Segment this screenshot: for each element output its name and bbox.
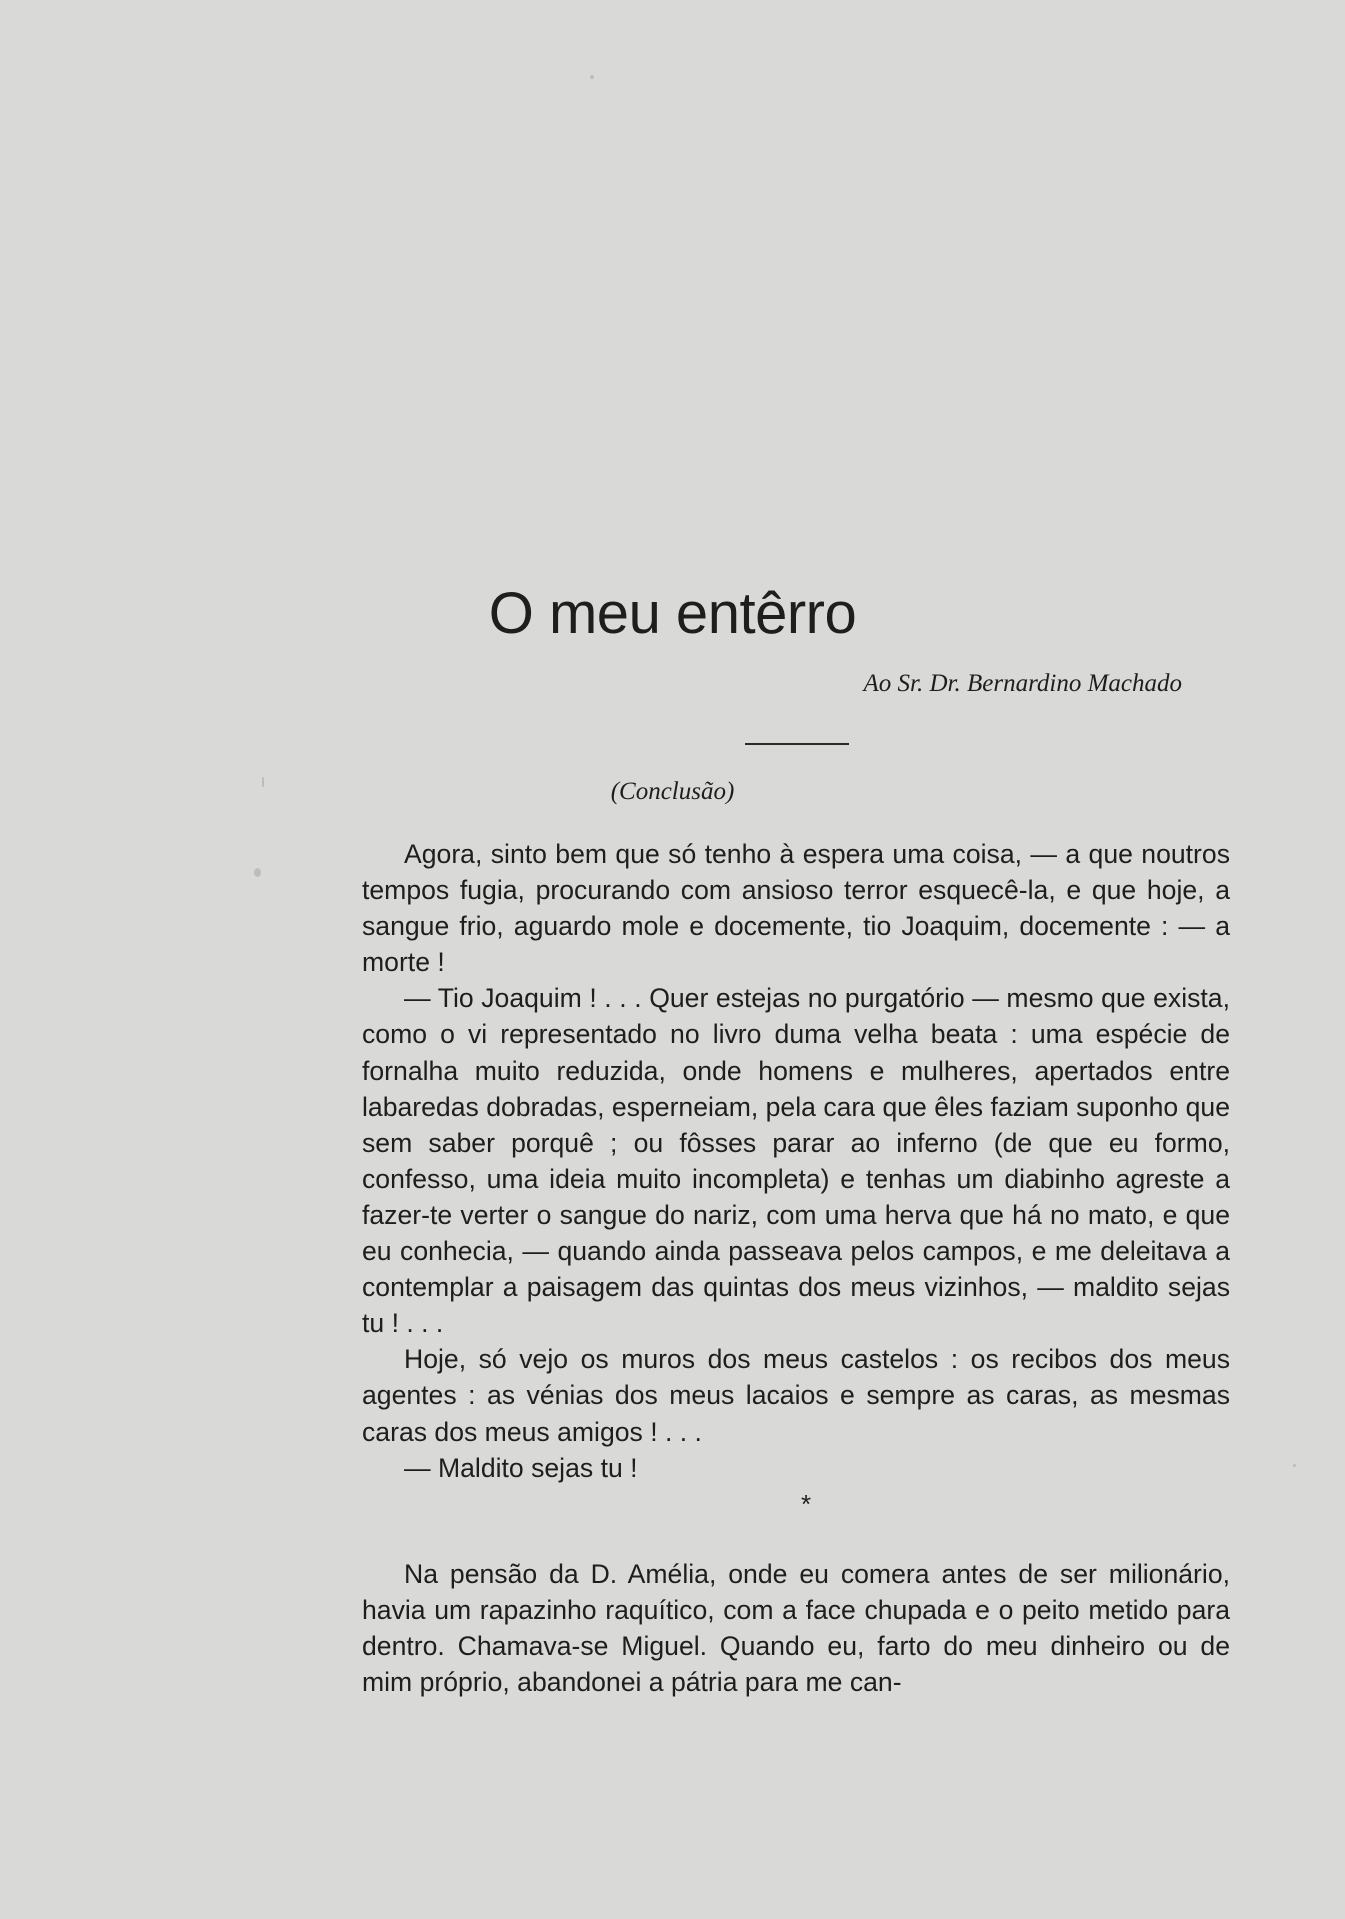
dedication: Ao Sr. Dr. Bernardino Machado: [863, 670, 1182, 697]
paragraph: — Maldito sejas tu !: [404, 1452, 638, 1483]
paper-speck: [254, 868, 261, 877]
continuation-note: (Conclusão): [610, 778, 735, 805]
paragraph: Hoje, só vejo os muros dos meus castelos : os recibos dos meus agentes : as vénias dos meus lacaios e sempre as caras, as mesmas caras dos meus amigos ! . . .: [362, 1344, 1230, 1447]
title-rule: [745, 743, 849, 745]
section-separator: *: [800, 1488, 812, 1519]
paper-speck: [590, 75, 594, 79]
page-title: O meu entêrro: [488, 581, 857, 646]
paragraph: Na pensão da D. Amélia, onde eu comera antes de ser milionário, havia um rapazinho raquítico, com a face chupada e o peito metido para dentro. Chamava-se Miguel. Quando eu, farto do meu dinheiro ou de mim próprio, abandonei a pátria para me can-: [362, 1558, 1230, 1697]
paper-speck: [1293, 1464, 1296, 1467]
paragraph: — Tio Joaquim ! . . . Quer estejas no purgatório — mesmo que exista, como o vi representado no livro duma velha beata : uma espécie de fornalha muito reduzida, onde homens e mulheres, apertados entre labaredas dobradas, esperneiam, pela cara que êles faziam suponho que sem saber porquê ; ou fôsses parar ao inferno (de que eu formo, confesso, uma ideia muito incompleta) e tenhas um diabinho agreste a fazer-te verter o sangue do nariz, com uma herva que há no mato, e que eu conhecia, — quando ainda passeava pelos campos, e me deleitava a contemplar a paisagem das quintas dos meus vizinhos, — maldito sejas tu ! . . .: [362, 983, 1230, 1339]
paragraph: Agora, sinto bem que só tenho à espera uma coisa, — a que noutros tempos fugia, procurando com ansioso terror esquecê-la, e que hoje, a sangue frio, aguardo mole e docemente, tio Joaquim, docemente : — a morte !: [362, 839, 1230, 978]
body-text: [362, 836, 1230, 1700]
